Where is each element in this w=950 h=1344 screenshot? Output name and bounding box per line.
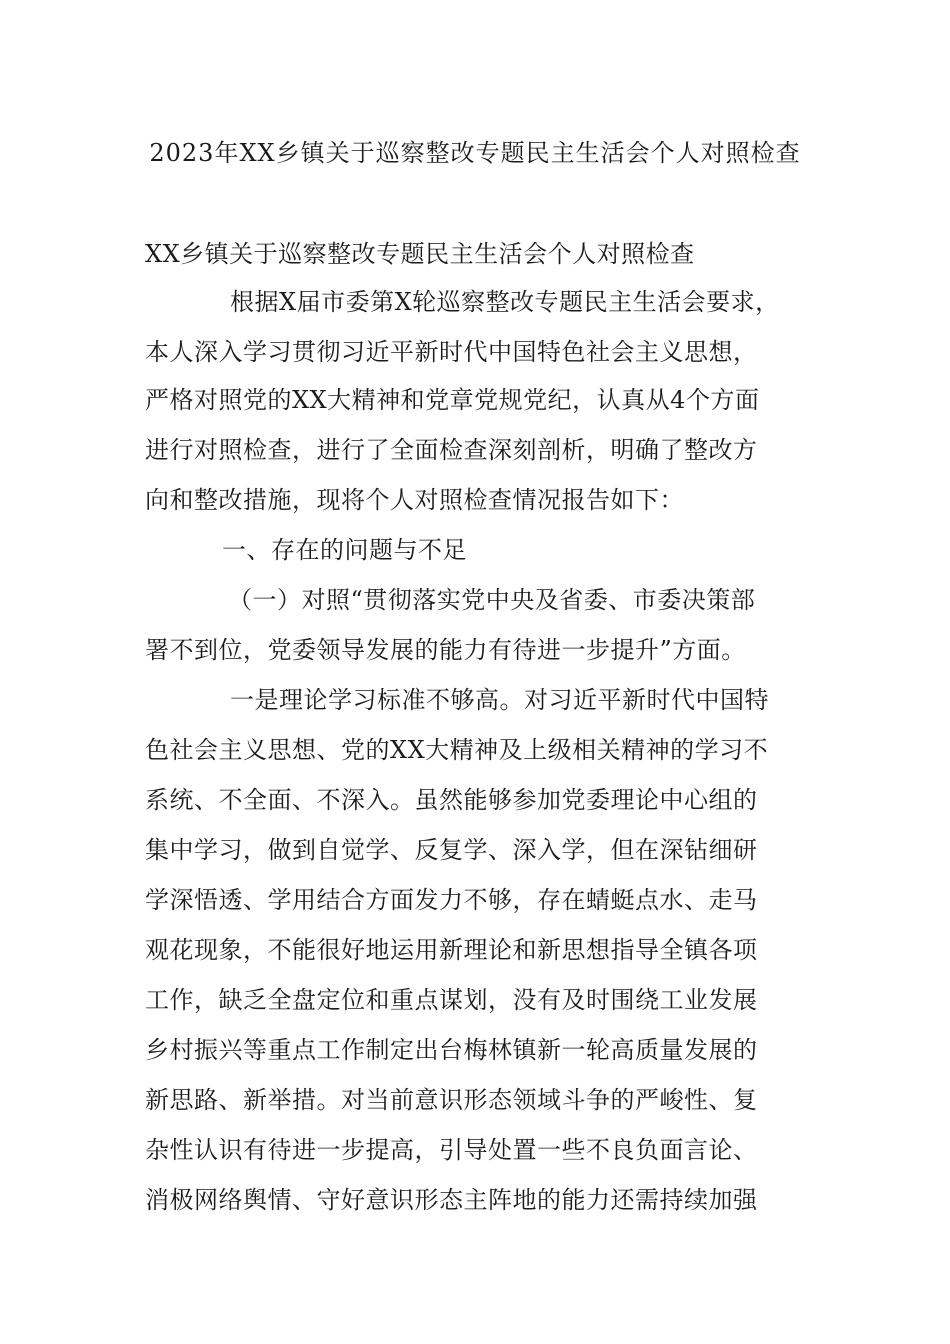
paragraph-line: 新思路、新举措。对当前意识形态领域斗争的严峻性、复 [145,1086,758,1114]
paragraph-line: 学深悟透、学用结合方面发力不够，存在蜻蜓点水、走马 [145,886,758,914]
paragraph-line: 本人深入学习贯彻习近平新时代中国特色社会主义思想， [145,338,758,366]
paragraph-line: 色社会主义思想、党的XX大精神及上级相关精神的学习不 [145,736,769,764]
paragraph-line: 根据X届市委第X轮巡察整改专题民主生活会要求， [230,288,780,316]
paragraph-line: 一是理论学习标准不够高。对习近平新时代中国特 [230,686,769,714]
document-subtitle: XX乡镇关于巡察整改专题民主生活会个人对照检查 [145,240,695,268]
paragraph-line: 杂性认识有待进一步提高，引导处置一些不良负面言论、 [145,1136,758,1164]
subsection-heading: （一）对照“贯彻落实党中央及省委、市委决策部 [228,586,756,614]
paragraph-line: 消极网络舆情、守好意识形态主阵地的能力还需持续加强 [145,1186,758,1214]
paragraph-line: 系统、不全面、不深入。虽然能够参加党委理论中心组的 [145,786,758,814]
paragraph-line: 观花现象，不能很好地运用新理论和新思想指导全镇各项 [145,936,758,964]
paragraph-line: 向和整改措施，现将个人对照检查情况报告如下： [145,486,684,514]
paragraph-line: 严格对照党的XX大精神和党章党规党纪，认真从4个方面 [145,386,760,414]
subsection-heading-cont: 署不到位，党委领导发展的能力有待进一步提升”方面。 [145,636,746,664]
paragraph-line: 集中学习，做到自觉学、反复学、深入学，但在深钻细研 [145,836,758,864]
section-heading: 一、存在的问题与不足 [222,536,467,564]
paragraph-line: 乡村振兴等重点工作制定出台梅林镇新一轮高质量发展的 [145,1036,758,1064]
document-title: 2023年XX乡镇关于巡察整改专题民主生活会个人对照检查 [149,139,801,167]
paragraph-line: 进行对照检查，进行了全面检查深刻剖析，明确了整改方 [145,436,758,464]
paragraph-line: 工作，缺乏全盘定位和重点谋划，没有及时围绕工业发展 [145,986,758,1014]
